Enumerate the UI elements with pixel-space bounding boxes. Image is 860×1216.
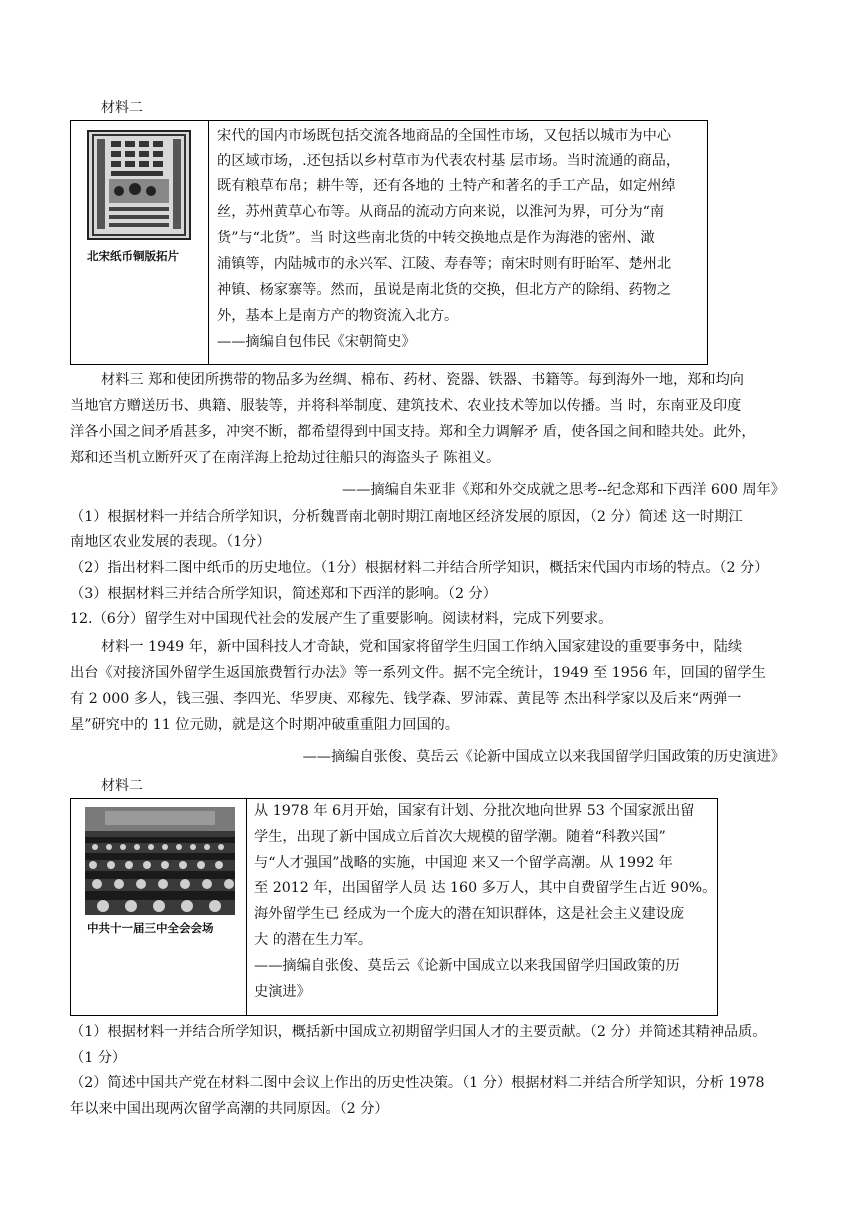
q12-material-one-source: ——摘编自张俊、莫岳云《论新中国成立以来我国留学归国政策的历史演进》 — [302, 749, 785, 765]
material-three-line: 材料三 郑和使团所携带的物品多为丝绸、棉布、药材、瓷器、铁器、书籍等。每到海外一地，郑和均向 — [101, 372, 744, 388]
q12-material-one-line: 出台《对接济国外留学生返国旅费暂行办法》等一系列文件。据不完全统计，1949 至 1956 年，回国的留学生 — [70, 665, 766, 681]
plenum-text-line: 学生，出现了新中国成立后首次大规模的留学潮。随着“科教兴国” — [254, 829, 666, 845]
question-11-line: （3）根据材料三并结合所学知识，简述郑和下西洋的影响。（2 分） — [70, 586, 497, 602]
plenum-photo — [85, 807, 235, 915]
song-text-line: 外，基本上是南方产的物资流入北方。 — [217, 308, 459, 324]
question-12-line: 年以来中国出现两次留学高潮的共同原因。（2 分） — [70, 1101, 389, 1117]
plenum-text-line: ——摘编自张俊、莫岳云《论新中国成立以来我国留学归国政策的历 — [254, 958, 680, 974]
plenum-text-line: 至 2012 年，出国留学人员 达 160 多万人，其中自费留学生占近 90%。 — [254, 880, 717, 896]
q12-material-one-line: 星”研究中的 11 位元勋，就是这个时期冲破重重阻力回国的。 — [70, 717, 460, 733]
banknote-caption: 北宋纸币铜版拓片 — [87, 249, 179, 263]
material-three-line: 当地官方赠送历书、典籍、服装等，并将科举制度、建筑技术、农业技术等加以传播。当 时，东南亚及印度 — [70, 398, 742, 414]
question-11-line: 南地区农业发展的表现。（1分） — [70, 534, 271, 550]
song-text-line: 浦镇等，内陆城市的永兴军、江陵、寿春等；南宋时则有盱眙军、楚州北 — [217, 256, 672, 272]
material-three-line: 郑和还当机立断歼灭了在南洋海上抢劫过往船只的海盗头子 陈祖义。 — [70, 450, 501, 466]
plenum-table — [70, 798, 718, 1016]
question-12-line: （1 分） — [70, 1050, 127, 1066]
question-12-intro: 12.（6分）留学生对中国现代社会的发展产生了重要影响。阅读材料，完成下列要求。 — [70, 611, 613, 627]
song-text-line: 既有粮草布帛；耕牛等，还有各地的 土特产和著名的手工产品，如定州绰 — [217, 178, 676, 194]
song-text-line: 丝，苏州黄草心布等。从商品的流动方向来说，以淮河为界，可分为“南 — [217, 204, 665, 220]
song-text-line: 货”与“北货”。当 时这些南北货的中转交换地点是作为海港的密州、澉 — [217, 230, 655, 246]
material-three-line: 洋各小国之间矛盾甚多，冲突不断，都希望得到中国支持。郑和全力调解矛 盾，使各国之间和睦共处。此外， — [70, 424, 756, 440]
q12-material-two-label: 材料二 — [101, 778, 143, 794]
material-three-source: ——摘编自朱亚非《郑和外交成就之思考--纪念郑和下西洋 600 周年》 — [342, 482, 785, 498]
q12-material-one-line: 材料一 1949 年，新中国科技人才奇缺，党和国家将留学生归国工作纳入国家建设的重要事务中，陆续 — [101, 639, 743, 655]
plenum-caption: 中共十一届三中全会会场 — [87, 921, 214, 935]
q12-material-one-line: 有 2 000 多人，钱三强、李四光、华罗庚、邓稼先、钱学森、罗沛霖、黄昆等 杰出科学家以及后来“两弹一 — [70, 691, 742, 707]
table-divider — [246, 799, 247, 1015]
plenum-text-line: 与“人才强国”战略的实施，中国迎 来又一个留学高潮。从 1992 年 — [254, 855, 673, 871]
plenum-text-line: 史演进》 — [254, 984, 311, 1000]
song-market-text — [217, 121, 705, 364]
material-two-label: 材料二 — [101, 100, 143, 116]
table-divider — [208, 121, 209, 364]
plenum-text-line: 大 的潜在生力军。 — [254, 932, 373, 948]
plenum-text-line: 从 1978 年 6月开始，国家有计划、分批次地向世界 53 个国家派出留 — [254, 803, 695, 819]
question-11-line: （1）根据材料一并结合所学知识，分析魏晋南北朝时期江南地区经济发展的原因，（2 分）简述 这一时期江 — [70, 509, 743, 525]
question-12-line: （2）简述中国共产党在材料二图中会议上作出的历史性决策。（1 分）根据材料二并结合所学知识，分析 1978 — [70, 1075, 765, 1091]
song-text-line: 宋代的国内市场既包括交流各地商品的全国性市场，又包括以城市为中心 — [217, 128, 672, 144]
song-text-line: 的区域市场，.还包括以乡村草市为代表农村基 层市场。当时流通的商品， — [217, 153, 681, 169]
song-text-line: 神镇、杨家寨等。然而，虽说是南北货的交换，但北方产的除绢、药物之 — [217, 282, 672, 298]
plenum-text-line: 海外留学生已 经成为一个庞大的潜在知识群体，这是社会主义建设庞 — [254, 906, 685, 922]
song-text-line: ——摘编自包伟民《宋朝简史》 — [217, 334, 416, 350]
question-12-line: （1）根据材料一并结合所学知识，概括新中国成立初期留学归国人才的主要贡献。（2 分）并简述其精神品质。 — [70, 1024, 767, 1040]
question-11-line: （2）指出材料二图中纸币的历史地位。（1分）根据材料二并结合所学知识，概括宋代国内市场的特点。（2 分） — [70, 560, 769, 576]
song-market-table — [70, 120, 708, 365]
song-banknote-image — [85, 129, 193, 241]
plenum-text — [254, 799, 717, 1015]
